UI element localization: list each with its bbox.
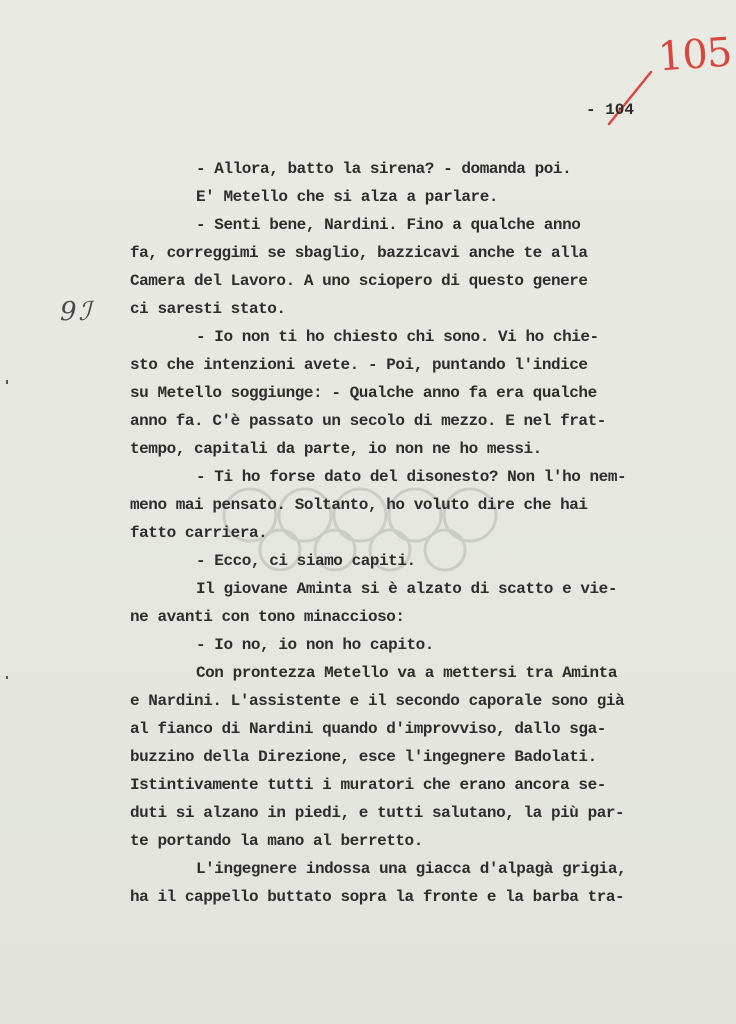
text-line: Camera del Lavoro. A uno sciopero di questo genere: [130, 272, 588, 290]
text-line: ne avanti con tono minaccioso:: [130, 608, 405, 626]
text-line: su Metello soggiunge: - Qualche anno fa era qualche: [130, 384, 597, 402]
text-line: al fianco di Nardini quando d'improvviso, dallo sga-: [130, 720, 606, 738]
text-line: ci saresti stato.: [130, 300, 286, 318]
text-line: sto che intenzioni avete. - Poi, puntando l'indice: [130, 356, 588, 374]
text-line: Con prontezza Metello va a mettersi tra Aminta: [196, 664, 617, 682]
text-line: - Io no, io non ho capito.: [196, 636, 434, 654]
text-line: - Ti ho forse dato del disonesto? Non l'ho nem-: [196, 468, 627, 486]
text-line: ha il cappello buttato sopra la fronte e la barba tra-: [130, 888, 625, 906]
text-line: - Io non ti ho chiesto chi sono. Vi ho chie-: [196, 328, 599, 346]
paper-speck: [6, 676, 8, 679]
handwritten-page-number: 105: [656, 29, 733, 81]
text-line: te portando la mano al berretto.: [130, 832, 423, 850]
text-line: e Nardini. L'assistente e il secondo caporale sono già: [130, 692, 625, 710]
text-line: meno mai pensato. Soltanto, ho voluto dire che hai: [130, 496, 588, 514]
margin-note: 9ℐ: [60, 297, 93, 327]
text-line: - Ecco, ci siamo capiti.: [196, 552, 416, 570]
text-line: fatto carriera.: [130, 524, 268, 542]
text-line: Il giovane Aminta si è alzato di scatto e vie-: [196, 580, 617, 598]
text-line: duti si alzano in piedi, e tutti salutano, la più par-: [130, 804, 625, 822]
text-line: buzzino della Direzione, esce l'ingegnere Badolati.: [130, 748, 597, 766]
paper-speck: [6, 380, 8, 384]
red-pencil-slash: [605, 70, 655, 128]
text-line: - Allora, batto la sirena? - domanda poi.: [196, 160, 572, 178]
text-line: - Senti bene, Nardini. Fino a qualche anno: [196, 216, 581, 234]
text-line: E' Metello che si alza a parlare.: [196, 188, 499, 206]
text-line: Istintivamente tutti i muratori che erano ancora se-: [130, 776, 606, 794]
text-line: L'ingegnere indossa una giacca d'alpagà grigia,: [196, 860, 627, 878]
text-line: anno fa. C'è passato un secolo di mezzo. E nel frat-: [130, 412, 606, 430]
text-line: fa, correggimi se sbaglio, bazzicavi anche te alla: [130, 244, 588, 262]
text-line: tempo, capitali da parte, io non ne ho messi.: [130, 440, 542, 458]
page-number: - 104: [586, 101, 635, 119]
